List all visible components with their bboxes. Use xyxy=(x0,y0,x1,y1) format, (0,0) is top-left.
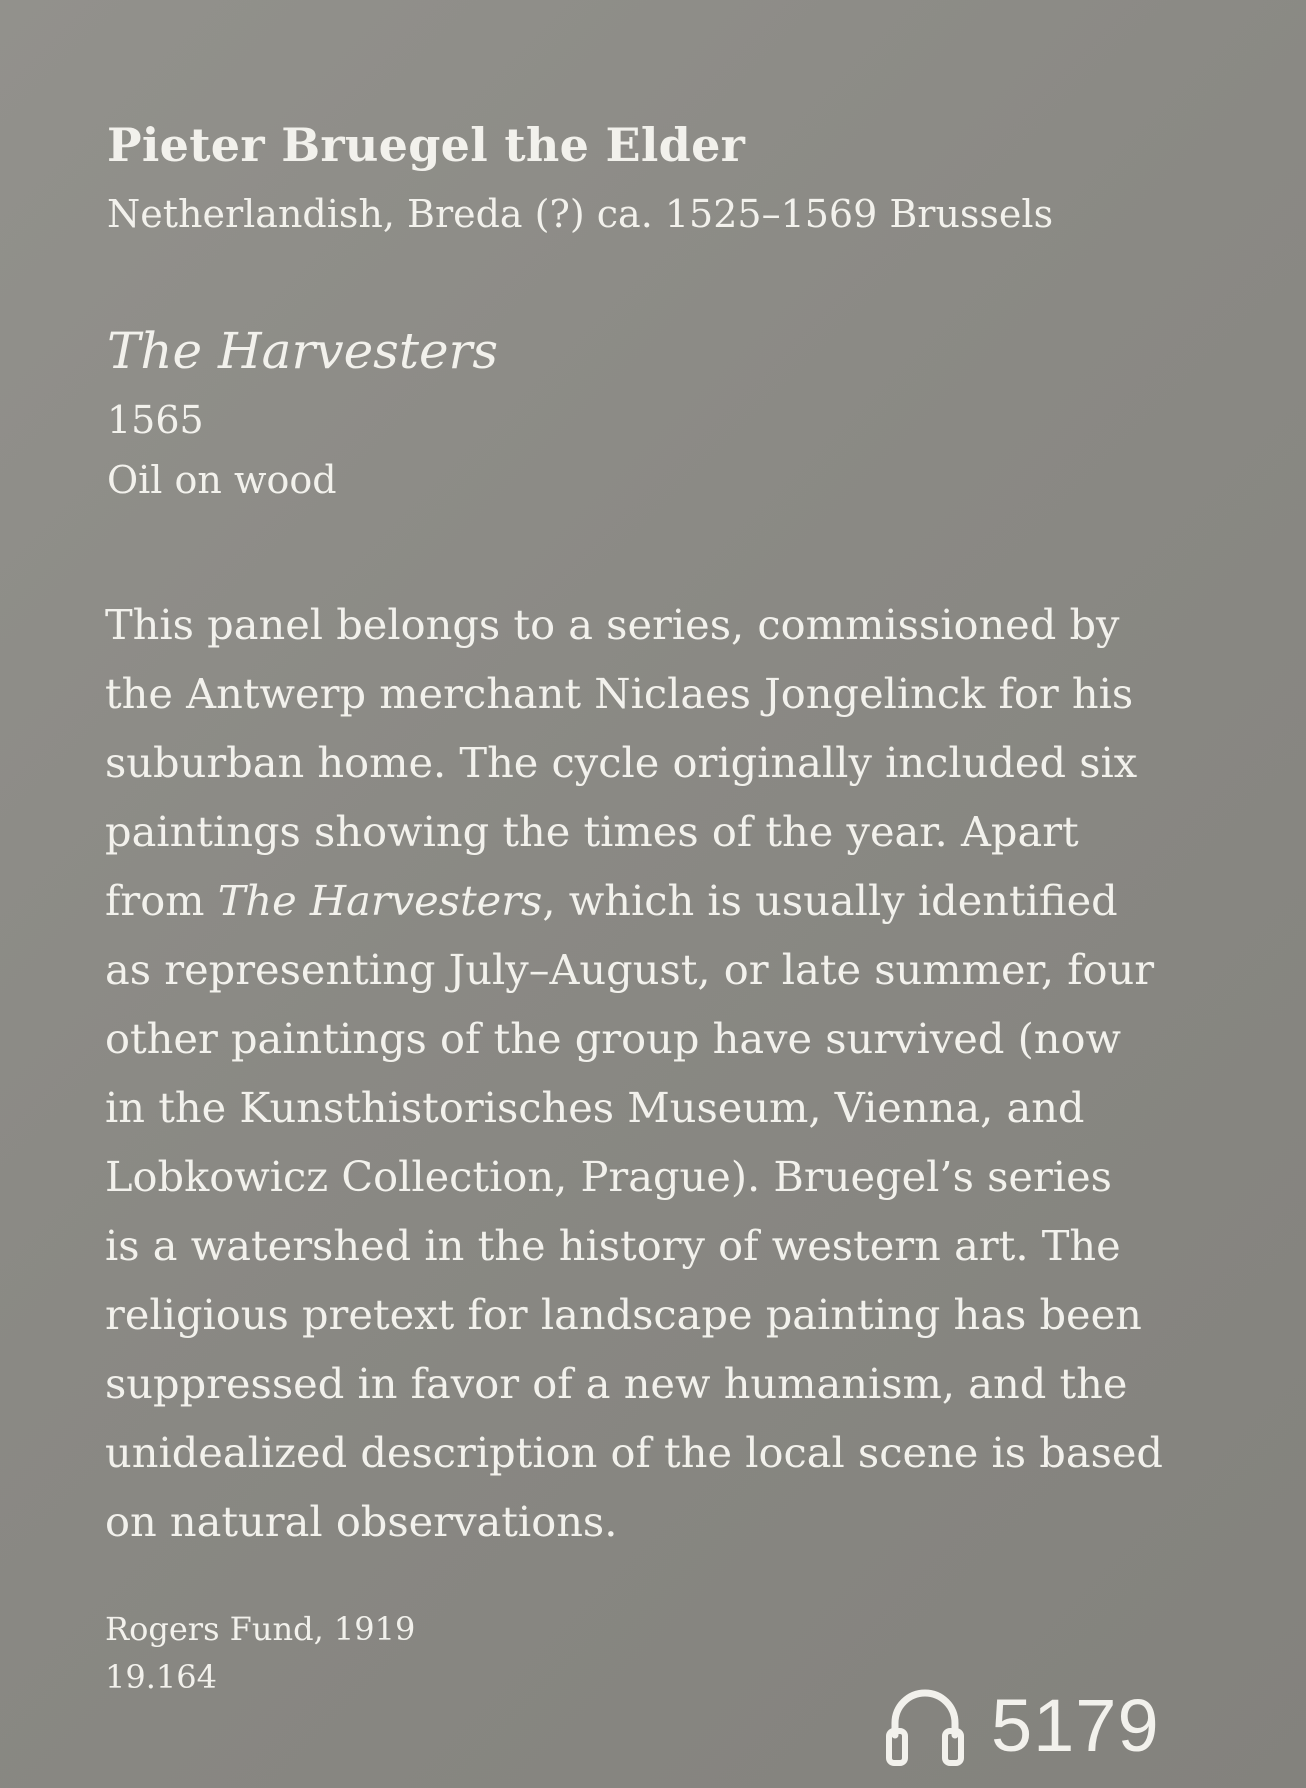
description-line: as representing July–August, or late summer, four xyxy=(105,945,1155,994)
description-line: the Antwerp merchant Niclaes Jongelinck for his xyxy=(105,669,1134,718)
description-line: Lobkowicz Collection, Prague). Bruegel’s series xyxy=(105,1152,1112,1201)
artist-name: Pieter Bruegel the Elder xyxy=(107,118,746,172)
artwork-date: 1565 xyxy=(107,398,204,442)
description-line: is a watershed in the history of western art. The xyxy=(105,1221,1121,1270)
artist-nationality: Netherlandish, Breda (?) ca. 1525–1569 Brussels xyxy=(107,192,1054,236)
description-line: suppressed in favor of a new humanism, and the xyxy=(105,1359,1128,1408)
artwork-description xyxy=(105,590,1225,1556)
headphones-icon xyxy=(885,1683,965,1767)
description-line: unidealized description of the local scene is based xyxy=(105,1428,1163,1477)
description-line: suburban home. The cycle originally included six xyxy=(105,738,1138,787)
audio-guide-stop xyxy=(885,1680,1265,1770)
description-line: in the Kunsthistorisches Museum, Vienna, and xyxy=(105,1083,1085,1132)
audio-guide-number: 5179 xyxy=(991,1683,1160,1767)
accession-number: 19.164 xyxy=(105,1658,217,1696)
description-line: other paintings of the group have survived (now xyxy=(105,1014,1122,1063)
artwork-medium: Oil on wood xyxy=(107,458,337,502)
description-line: This panel belongs to a series, commissioned by xyxy=(105,600,1120,649)
description-line-prefix: from xyxy=(105,876,218,925)
credit-line: Rogers Fund, 1919 xyxy=(105,1610,416,1648)
description-line: paintings showing the times of the year. Apart xyxy=(105,807,1079,856)
description-line: on natural observations. xyxy=(105,1497,618,1546)
description-italic-title: The Harvesters xyxy=(217,876,543,925)
description-line-with-title xyxy=(105,866,1225,935)
artwork-title: The Harvesters xyxy=(107,322,499,380)
description-line: religious pretext for landscape painting has been xyxy=(105,1290,1142,1339)
description-line-suffix: , which is usually identified xyxy=(542,876,1118,925)
